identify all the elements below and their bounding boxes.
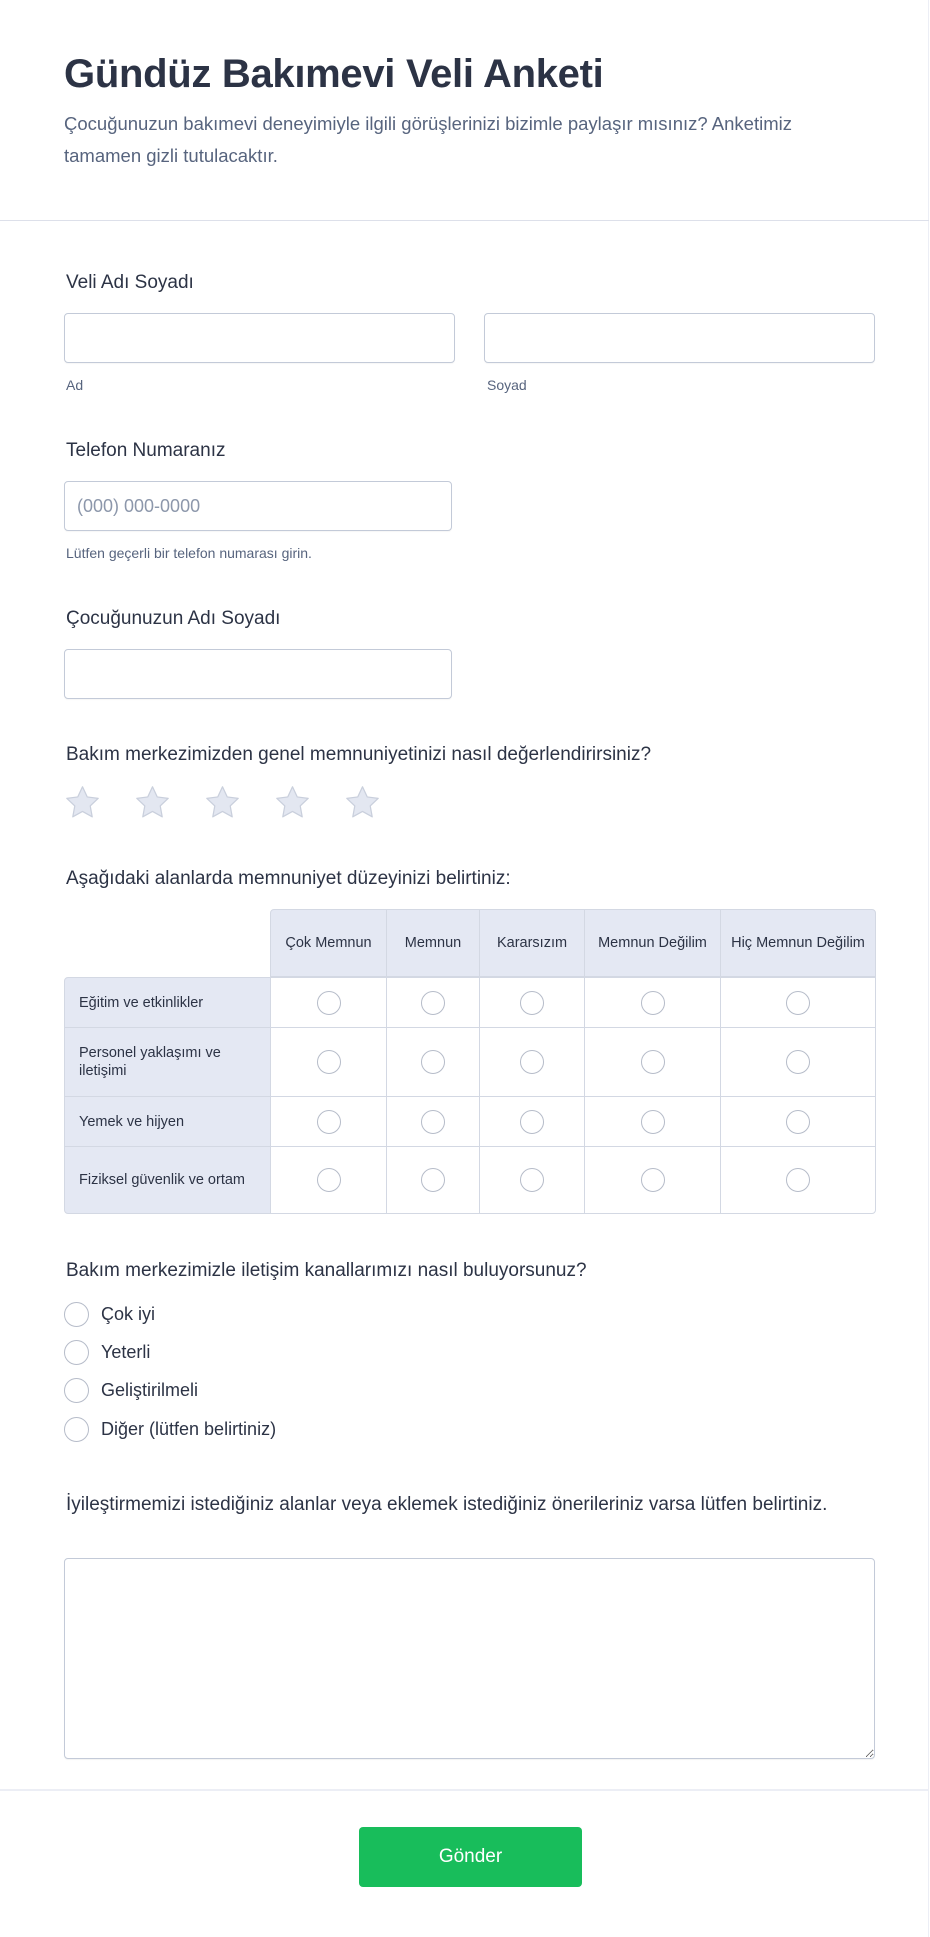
matrix-cell xyxy=(386,1146,480,1214)
star-rating xyxy=(64,784,381,824)
phone-hint: Lütfen geçerli bir telefon numarası girin. xyxy=(66,545,312,561)
star-icon[interactable] xyxy=(204,784,241,821)
matrix-radio[interactable] xyxy=(641,991,665,1015)
first-name-sublabel: Ad xyxy=(66,377,84,393)
matrix-radio[interactable] xyxy=(520,1168,544,1192)
matrix-radio[interactable] xyxy=(520,1050,544,1074)
communication-option[interactable] xyxy=(64,1415,276,1443)
matrix-cell xyxy=(479,1096,585,1147)
option-label: Çok iyi xyxy=(101,1303,156,1324)
star-icon[interactable] xyxy=(134,784,171,821)
suggestions-textarea[interactable] xyxy=(64,1558,875,1759)
child-name-label: Çocuğunuzun Adı Soyadı xyxy=(66,608,281,629)
last-name-sublabel: Soyad xyxy=(487,377,527,393)
phone-input[interactable] xyxy=(64,481,452,531)
matrix-radio[interactable] xyxy=(641,1110,665,1134)
matrix-cell xyxy=(386,1096,480,1147)
rating-label: Bakım merkezimizden genel memnuniyetinizi nasıl değerlendirirsiniz? xyxy=(66,744,652,765)
matrix-cell xyxy=(720,1146,876,1214)
matrix-radio[interactable] xyxy=(520,991,544,1015)
radio-button[interactable] xyxy=(64,1417,89,1442)
matrix-radio[interactable] xyxy=(520,1110,544,1134)
matrix-cell xyxy=(270,1096,387,1147)
form-subtitle: Çocuğunuzun bakımevi deneyimiyle ilgili görüşlerinizi bizimle paylaşır mısınız? Anketimiz tamamen gizli tutulacaktır. xyxy=(64,113,792,166)
matrix-radio[interactable] xyxy=(317,1168,341,1192)
matrix-cell xyxy=(584,1096,721,1147)
matrix-radio[interactable] xyxy=(786,1050,810,1074)
radio-button[interactable] xyxy=(64,1302,89,1327)
parent-name-label: Veli Adı Soyadı xyxy=(66,272,194,293)
matrix-row-label: Personel yaklaşımı ve iletişimi xyxy=(64,1027,271,1097)
star-icon[interactable] xyxy=(274,784,311,821)
matrix-cell xyxy=(270,977,387,1028)
radio-button[interactable] xyxy=(64,1340,89,1365)
communication-option[interactable] xyxy=(64,1376,198,1404)
matrix-cell xyxy=(270,1146,387,1214)
parent-first-name-input[interactable] xyxy=(64,313,455,363)
matrix-radio[interactable] xyxy=(786,991,810,1015)
matrix-radio[interactable] xyxy=(641,1050,665,1074)
matrix-cell xyxy=(584,1027,721,1097)
matrix-row-label: Eğitim ve etkinlikler xyxy=(64,977,271,1028)
matrix-row-label: Yemek ve hijyen xyxy=(64,1096,271,1147)
matrix-column-header: Memnun xyxy=(386,909,480,977)
matrix-cell xyxy=(479,1027,585,1097)
suggestions-label: İyileştirmemizi istediğiniz alanlar veya eklemek istediğiniz önerileriniz varsa lütfen belirtiniz. xyxy=(66,1494,828,1515)
matrix-radio[interactable] xyxy=(421,1050,445,1074)
matrix-row-label: Fiziksel güvenlik ve ortam xyxy=(64,1146,271,1214)
matrix-radio[interactable] xyxy=(786,1110,810,1134)
star-icon[interactable] xyxy=(344,784,381,821)
communication-option[interactable] xyxy=(64,1338,150,1366)
communication-label: Bakım merkezimizle iletişim kanallarımızı nasıl buluyorsunuz? xyxy=(66,1260,587,1281)
option-label: Yeterli xyxy=(101,1341,151,1362)
matrix-cell xyxy=(386,1027,480,1097)
matrix-cell xyxy=(479,1146,585,1214)
matrix-cell xyxy=(720,977,876,1028)
matrix-cell xyxy=(720,1096,876,1147)
matrix-radio[interactable] xyxy=(317,991,341,1015)
radio-button[interactable] xyxy=(64,1378,89,1403)
matrix-radio[interactable] xyxy=(421,1110,445,1134)
communication-option[interactable] xyxy=(64,1300,155,1328)
form-title: Gündüz Bakımevi Veli Anketi xyxy=(64,52,604,96)
parent-last-name-input[interactable] xyxy=(484,313,875,363)
matrix-cell xyxy=(720,1027,876,1097)
matrix-radio[interactable] xyxy=(317,1050,341,1074)
matrix-radio[interactable] xyxy=(786,1168,810,1192)
matrix-radio[interactable] xyxy=(421,1168,445,1192)
form-header xyxy=(0,0,929,221)
option-label: Geliştirilmeli xyxy=(101,1379,199,1400)
matrix-cell xyxy=(479,977,585,1028)
matrix-radio[interactable] xyxy=(421,991,445,1015)
satisfaction-matrix xyxy=(64,909,875,1213)
matrix-cell xyxy=(584,1146,721,1214)
footer-divider xyxy=(0,1789,929,1791)
child-name-input[interactable] xyxy=(64,649,452,699)
phone-label: Telefon Numaranız xyxy=(66,440,226,461)
option-label: Diğer (lütfen belirtiniz) xyxy=(101,1418,277,1439)
matrix-column-header: Hiç Memnun Değilim xyxy=(720,909,876,977)
matrix-cell xyxy=(270,1027,387,1097)
matrix-radio[interactable] xyxy=(317,1110,341,1134)
matrix-column-header: Çok Memnun xyxy=(270,909,387,977)
matrix-cell xyxy=(584,977,721,1028)
matrix-cell xyxy=(386,977,480,1028)
submit-button[interactable]: Gönder xyxy=(359,1827,582,1887)
matrix-column-header: Memnun Değilim xyxy=(584,909,721,977)
star-icon[interactable] xyxy=(64,784,101,821)
matrix-column-header: Kararsızım xyxy=(479,909,585,977)
matrix-label: Aşağıdaki alanlarda memnuniyet düzeyinizi belirtiniz: xyxy=(66,868,511,889)
matrix-radio[interactable] xyxy=(641,1168,665,1192)
